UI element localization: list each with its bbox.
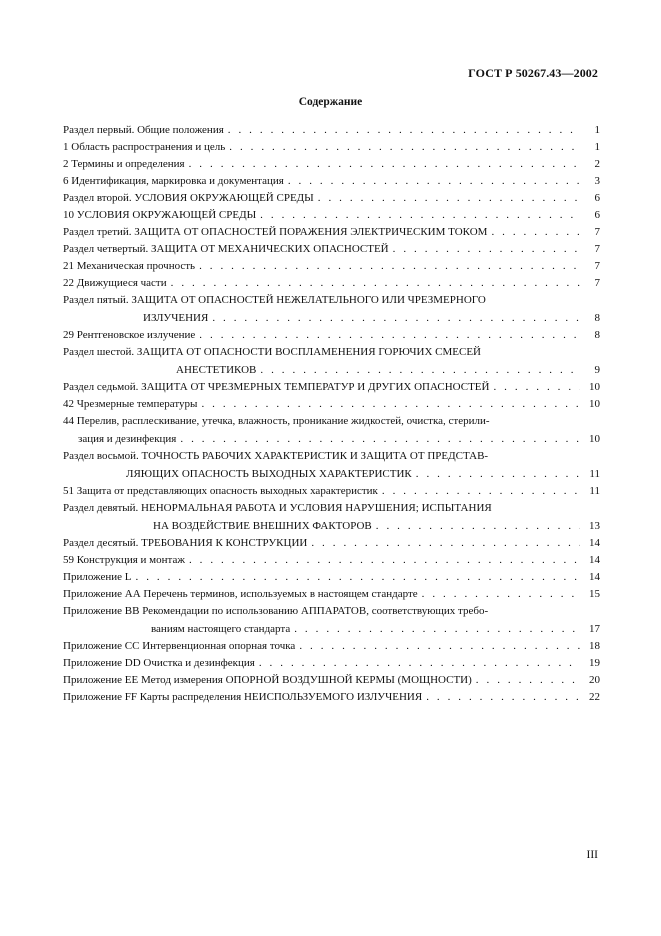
toc-entry-page: 11 — [589, 468, 600, 480]
dot-leader — [382, 485, 580, 498]
dot-leader — [311, 537, 580, 550]
toc-entry-title: Раздел девятый. НЕНОРМАЛЬНАЯ РАБОТА И УСЛОВИЯ НАРУШЕНИЯ; ИСПЫТАНИЯ — [63, 502, 492, 514]
page-number: III — [586, 849, 598, 861]
toc-entry-page: 20 — [589, 674, 600, 686]
dot-leader — [259, 657, 580, 670]
toc-entry[interactable] — [63, 122, 600, 139]
dot-leader — [171, 277, 580, 290]
toc-entry[interactable] — [63, 190, 600, 207]
dot-leader — [288, 175, 580, 188]
toc-entry[interactable] — [63, 413, 600, 448]
dot-leader — [260, 209, 580, 222]
toc-entry-title: Раздел пятый. ЗАЩИТА ОТ ОПАСНОСТЕЙ НЕЖЕЛАТЕЛЬНОГО ИЛИ ЧРЕЗМЕРНОГО — [63, 294, 486, 306]
toc-entry[interactable] — [63, 483, 600, 500]
toc-entry-title: 6 Идентификация, маркировка и документация — [63, 175, 284, 187]
toc-entry[interactable] — [63, 655, 600, 672]
toc-entry-page: 22 — [589, 691, 600, 703]
toc-entry-page: 13 — [589, 520, 600, 532]
toc-entry-page: 6 — [594, 209, 600, 221]
toc-entry-title: 21 Механическая прочность — [63, 260, 196, 272]
dot-leader — [476, 674, 580, 687]
toc-entry-title: Приложение ЕЕ Метод измерения ОПОРНОЙ ВОЗДУШНОЙ КЕРМЫ (МОЩНОСТИ) — [63, 674, 472, 686]
toc-entry-title-continued: НА ВОЗДЕЙСТВИЕ ВНЕШНИХ ФАКТОРОВ — [153, 520, 372, 532]
dot-leader — [201, 398, 580, 411]
toc-entry[interactable] — [63, 500, 600, 535]
toc-entry-page: 7 — [594, 226, 600, 238]
dot-leader — [180, 433, 580, 446]
toc-entry-title: 42 Чрезмерные температуры — [63, 398, 198, 410]
toc-entry-page: 14 — [589, 571, 600, 583]
toc-entry[interactable] — [63, 258, 600, 275]
standard-code: ГОСТ Р 50267.43—2002 — [468, 66, 598, 80]
toc-entry-title-continued: зация и дезинфекция — [78, 433, 177, 445]
toc-entry-title-continued: ЛЯЮЩИХ ОПАСНОСТЬ ВЫХОДНЫХ ХАРАКТЕРИСТИК — [126, 468, 412, 480]
toc-entry[interactable] — [63, 569, 600, 586]
toc-entry[interactable] — [63, 292, 600, 327]
toc-entry[interactable] — [63, 396, 600, 413]
toc-entry[interactable] — [63, 139, 600, 156]
dot-leader — [294, 623, 580, 636]
toc-entry-title: Приложение DD Очистка и дезинфекция — [63, 657, 255, 669]
toc-entry[interactable] — [63, 275, 600, 292]
toc-entry-title: 44 Перелив, расплескивание, утечка, влажность, проникание жидкостей, очистка, стерили- — [63, 415, 490, 427]
toc-entry-title: 10 УСЛОВИЯ ОКРУЖАЮЩЕЙ СРЕДЫ — [63, 209, 257, 221]
toc-entry[interactable] — [63, 638, 600, 655]
dot-leader — [189, 554, 580, 567]
toc-entry-title: Приложение СС Интервенционная опорная точка — [63, 640, 296, 652]
toc-entry[interactable] — [63, 344, 600, 379]
toc-entry-title: Приложение L — [63, 571, 132, 583]
toc-entry-page: 7 — [594, 260, 600, 272]
toc-entry[interactable] — [63, 327, 600, 344]
toc-entry-page: 6 — [594, 192, 600, 204]
toc-entry-page: 18 — [589, 640, 600, 652]
toc-entry[interactable] — [63, 448, 600, 483]
dot-leader — [376, 520, 580, 533]
dot-leader — [228, 124, 580, 137]
toc-entry-title: Раздел второй. УСЛОВИЯ ОКРУЖАЮЩЕЙ СРЕДЫ — [63, 192, 314, 204]
toc-entry-page: 9 — [594, 364, 600, 376]
dot-leader — [260, 364, 580, 377]
dot-leader — [422, 588, 580, 601]
toc-entry-title: Раздел первый. Общие положения — [63, 124, 224, 136]
toc-entry[interactable] — [63, 689, 600, 706]
toc-entry-page: 7 — [594, 277, 600, 289]
toc-entry-page: 17 — [589, 623, 600, 635]
toc-entry[interactable] — [63, 224, 600, 241]
toc-entry-title: Раздел восьмой. ТОЧНОСТЬ РАБОЧИХ ХАРАКТЕРИСТИК И ЗАЩИТА ОТ ПРЕДСТАВ- — [63, 450, 489, 462]
toc-entry[interactable] — [63, 672, 600, 689]
toc-entry[interactable] — [63, 173, 600, 190]
toc-entry-title: Приложение АА Перечень терминов, используемых в настоящем стандарте — [63, 588, 418, 600]
dot-leader — [318, 192, 580, 205]
toc-entry-title: Приложение ВВ Рекомендации по использованию АППАРАТОВ, соответствующих требо- — [63, 605, 489, 617]
toc-entry-page: 7 — [594, 243, 600, 255]
toc-entry-title: 51 Защита от представляющих опасность выходных характеристик — [63, 485, 378, 497]
toc-entry-page: 10 — [589, 398, 600, 410]
toc-entry[interactable] — [63, 241, 600, 258]
toc-entry[interactable] — [63, 552, 600, 569]
toc-entry[interactable] — [63, 603, 600, 638]
toc-entry-title-continued: АНЕСТЕТИКОВ — [176, 364, 257, 376]
toc-entry-title-continued: ваниям настоящего стандарта — [151, 623, 291, 635]
toc-entry-page: 10 — [589, 381, 600, 393]
toc-entry[interactable] — [63, 207, 600, 224]
toc-entry-page: 8 — [594, 312, 600, 324]
toc-entry-title: Раздел четвертый. ЗАЩИТА ОТ МЕХАНИЧЕСКИХ ОПАСНОСТЕЙ — [63, 243, 389, 255]
toc-entry-page: 14 — [589, 554, 600, 566]
toc-entry-title: 22 Движущиеся части — [63, 277, 167, 289]
dot-leader — [199, 329, 580, 342]
toc-entry[interactable] — [63, 535, 600, 552]
toc-entry-title: Раздел десятый. ТРЕБОВАНИЯ К КОНСТРУКЦИИ — [63, 537, 308, 549]
toc-entry-title: Раздел третий. ЗАЩИТА ОТ ОПАСНОСТЕЙ ПОРАЖЕНИЯ ЭЛЕКТРИЧЕСКИМ ТОКОМ — [63, 226, 488, 238]
dot-leader — [416, 468, 580, 481]
toc-entry-title: 59 Конструкция и монтаж — [63, 554, 185, 566]
toc-entry-page: 8 — [594, 329, 600, 341]
dot-leader — [189, 158, 580, 171]
dot-leader — [493, 381, 580, 394]
toc-entry[interactable] — [63, 586, 600, 603]
toc-entry-page: 1 — [594, 141, 600, 153]
dot-leader — [229, 141, 580, 154]
toc-entry[interactable] — [63, 379, 600, 396]
table-of-contents — [63, 122, 600, 706]
dot-leader — [299, 640, 580, 653]
toc-entry-page: 2 — [594, 158, 600, 170]
toc-entry-title: Раздел шестой. ЗАЩИТА ОТ ОПАСНОСТИ ВОСПЛАМЕНЕНИЯ ГОРЮЧИХ СМЕСЕЙ — [63, 346, 481, 358]
toc-entry-page: 11 — [589, 485, 600, 497]
toc-entry-title: 1 Область распространения и цель — [63, 141, 226, 153]
toc-entry-title: Раздел седьмой. ЗАЩИТА ОТ ЧРЕЗМЕРНЫХ ТЕМПЕРАТУР И ДРУГИХ ОПАСНОСТЕЙ — [63, 381, 490, 393]
toc-entry[interactable] — [63, 156, 600, 173]
toc-entry-title: 2 Термины и определения — [63, 158, 185, 170]
dot-leader — [136, 571, 580, 584]
dot-leader — [199, 260, 580, 273]
toc-entry-title: 29 Рентгеновское излучение — [63, 329, 196, 341]
toc-entry-title-continued: ИЗЛУЧЕНИЯ — [143, 312, 209, 324]
toc-title: Содержание — [298, 96, 363, 108]
dot-leader — [212, 312, 580, 325]
toc-entry-page: 1 — [594, 124, 600, 136]
toc-entry-page: 3 — [594, 175, 600, 187]
toc-entry-page: 14 — [589, 537, 600, 549]
toc-entry-page: 15 — [589, 588, 600, 600]
toc-entry-page: 10 — [589, 433, 600, 445]
dot-leader — [491, 226, 580, 239]
dot-leader — [426, 691, 580, 704]
dot-leader — [393, 243, 580, 256]
toc-entry-title: Приложение FF Карты распределения НЕИСПОЛЬЗУЕМОГО ИЗЛУЧЕНИЯ — [63, 691, 423, 703]
toc-entry-page: 19 — [589, 657, 600, 669]
